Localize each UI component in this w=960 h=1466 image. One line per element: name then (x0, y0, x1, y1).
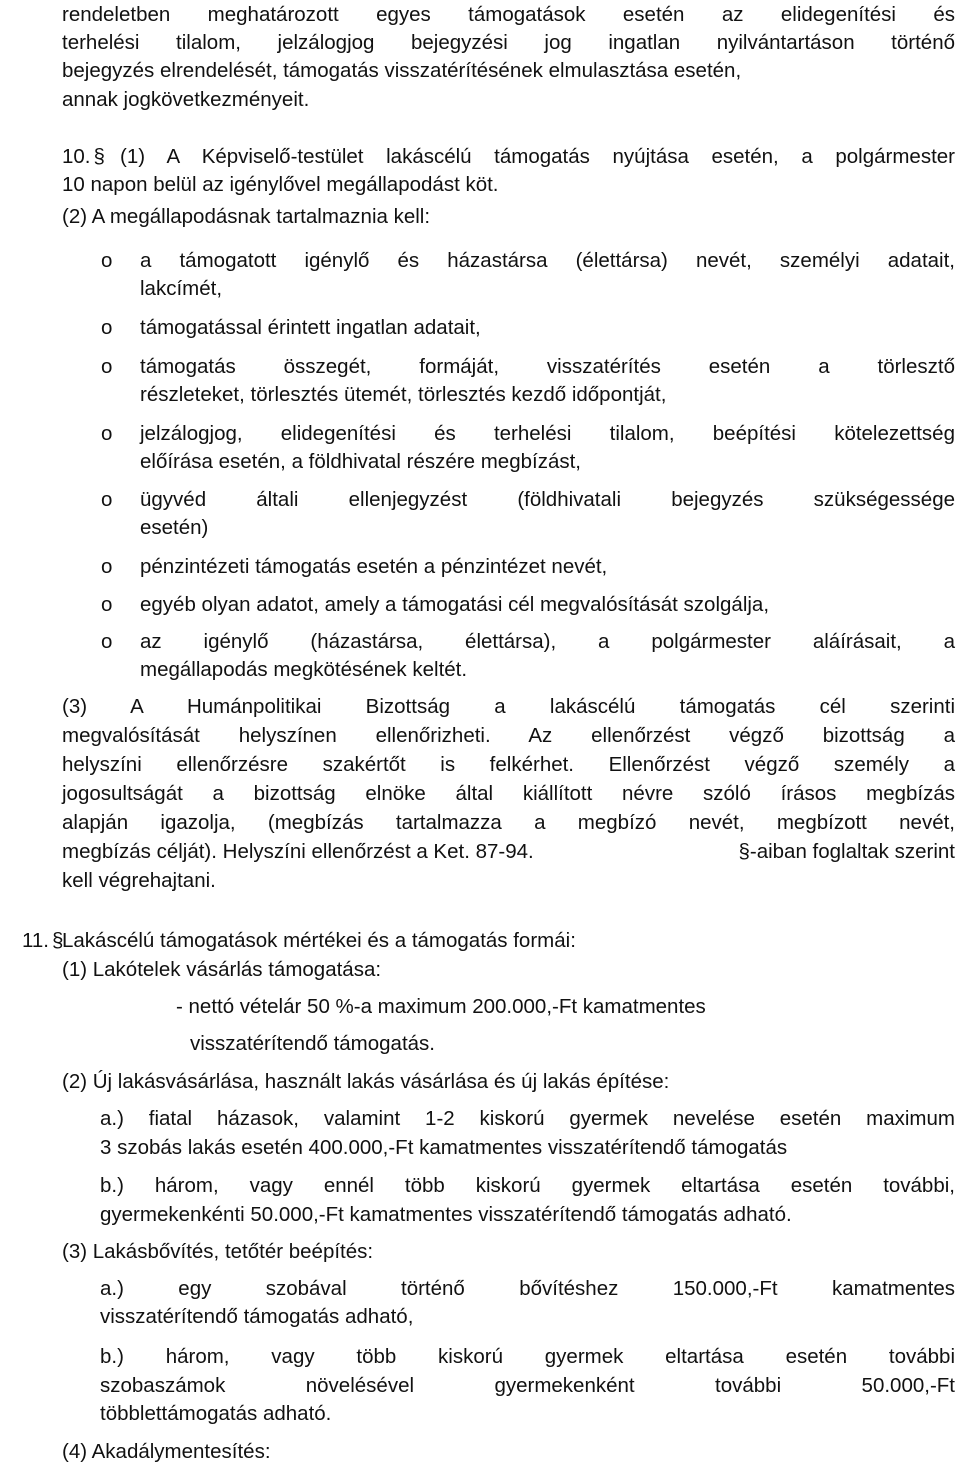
list-item-line: lakcímét, (140, 277, 223, 300)
list-item-line: jelzálogjog, elidegenítési és terhelési tilalom, beépítési kötelezettség (140, 422, 955, 445)
s10-p1-line: 10 napon belül az igénylővel megállapodást köt. (62, 173, 499, 196)
list-item-line: a támogatott igénylő és házastársa (élettársa) nevét, személyi adatait, (140, 249, 955, 272)
bullet-marker: o (101, 355, 113, 378)
section-sign: § (738, 840, 750, 863)
bullet-marker: o (101, 555, 113, 578)
s11-p3-b-line: többlettámogatás adható. (100, 1402, 332, 1425)
list-item-line: az igénylő (házastársa, élettársa), a polgármester aláírásait, a (140, 630, 955, 653)
bullet-marker: o (101, 422, 113, 445)
s11-p3-a-line: visszatérítendő támogatás adható, (100, 1305, 414, 1328)
intro-line: rendeletben meghatározott egyes támogatások esetén az elidegenítési és (62, 3, 955, 26)
bullet-marker: o (101, 316, 113, 339)
list-item-line: esetén) (140, 516, 209, 539)
bullet-marker: o (101, 249, 113, 272)
list-item-line: ügyvéd általi ellenjegyzést (földhivatali bejegyzés szükségessége (140, 488, 955, 511)
s10-p2-intro: (2) A megállapodásnak tartalmaznia kell: (62, 205, 431, 228)
list-item-line: részleteket, törlesztés ütemét, törlesztés kezdő időpontját, (140, 383, 667, 406)
list-item-line: megállapodás megkötésének keltét. (140, 658, 468, 681)
s11-p3-title: (3) Lakásbővítés, tetőtér beépítés: (62, 1240, 374, 1263)
s10-p3-line-part: megbízás célját). Helyszíni ellenőrzést a Ket. 87-94. (62, 840, 534, 863)
section-sign: § (93, 145, 105, 168)
list-item-line: előírása esetén, a földhivatal részére megbízást, (140, 450, 581, 473)
s10-p3-line (62, 837, 955, 866)
section-number: 11. (22, 929, 49, 952)
s10-p1-line: (1) A Képviselő-testület lakáscélú támogatás nyújtása esetén, a polgármester (120, 145, 955, 168)
intro-line: terhelési tilalom, jelzálogjog bejegyzési jog ingatlan nyilvántartáson történő (62, 31, 955, 54)
s10-p3-line: helyszíni ellenőrzésre szakértőt is felkérhet. Ellenőrzést végző személy a (62, 753, 955, 776)
bullet-marker: o (101, 488, 113, 511)
section-number: 10. (62, 145, 91, 168)
s10-p3-line: (3) A Humánpolitikai Bizottság a lakáscélú támogatás cél szerinti (62, 695, 955, 718)
s10-p3-line: jogosultságát a bizottság elnöke által kiállított névre szóló írásos megbízás (62, 782, 955, 805)
s11-p1-title: (1) Lakótelek vásárlás támogatása: (62, 958, 382, 981)
s11-p4-title: (4) Akadálymentesítés: (62, 1440, 271, 1463)
s11-p2-a-line: a.) fiatal házasok, valamint 1-2 kiskorú gyermek nevelése esetén maximum (100, 1107, 955, 1130)
s11-p3-a-line: a.) egy szobával történő bővítéshez 150.000,-Ft kamatmentes (100, 1277, 955, 1300)
s11-p3-b-line: szobaszámok növelésével gyermekenként további 50.000,-Ft (100, 1374, 955, 1397)
list-item-line: támogatással érintett ingatlan adatait, (140, 316, 481, 339)
section-sign: § (51, 929, 64, 952)
list-item-line: támogatás összegét, formáját, visszatérítés esetén a törlesztő (140, 355, 955, 378)
s11-p1-line: - nettó vételár 50 %-a maximum 200.000,-Ft kamatmentes (176, 995, 706, 1018)
intro-line: annak jogkövetkezményeit. (62, 88, 310, 111)
s11-p2-title: (2) Új lakásvásárlása, használt lakás vásárlása és új lakás építése: (62, 1070, 670, 1093)
list-item-line: pénzintézeti támogatás esetén a pénzintézet nevét, (140, 555, 608, 578)
s11-title: Lakáscélú támogatások mértékei és a támogatás formái: (62, 929, 576, 952)
s11-p2-b-line: gyermekenkénti 50.000,-Ft kamatmentes visszatérítendő támogatás adható. (100, 1203, 792, 1226)
s11-p2-b-line: b.) három, vagy ennél több kiskorú gyermek eltartása esetén további, (100, 1174, 955, 1197)
section-10-heading (62, 142, 105, 171)
s11-p2-a-line: 3 szobás lakás esetén 400.000,-Ft kamatmentes visszatérítendő támogatás (100, 1136, 788, 1159)
bullet-marker: o (101, 630, 113, 653)
s10-p3-line-part (738, 837, 955, 866)
list-item-line: egyéb olyan adatot, amely a támogatási cél megvalósítását szolgálja, (140, 593, 770, 616)
s10-p3-line: kell végrehajtani. (62, 869, 216, 892)
section-11-heading (22, 926, 63, 955)
s10-p3-line-part-text: -aiban foglaltak szerint (749, 840, 955, 863)
s11-p1-line: visszatérítendő támogatás. (190, 1032, 435, 1055)
s11-p3-b-line: b.) három, vagy több kiskorú gyermek eltartása esetén további (100, 1345, 955, 1368)
bullet-marker: o (101, 593, 113, 616)
s10-p3-line: alapján igazolja, (megbízás tartalmazza a megbízó nevét, megbízott nevét, (62, 811, 955, 834)
s10-p3-line: megvalósítását helyszínen ellenőrizheti. Az ellenőrzést végző bizottság a (62, 724, 955, 747)
intro-line: bejegyzés elrendelését, támogatás visszatérítésének elmulasztása esetén, (62, 59, 742, 82)
